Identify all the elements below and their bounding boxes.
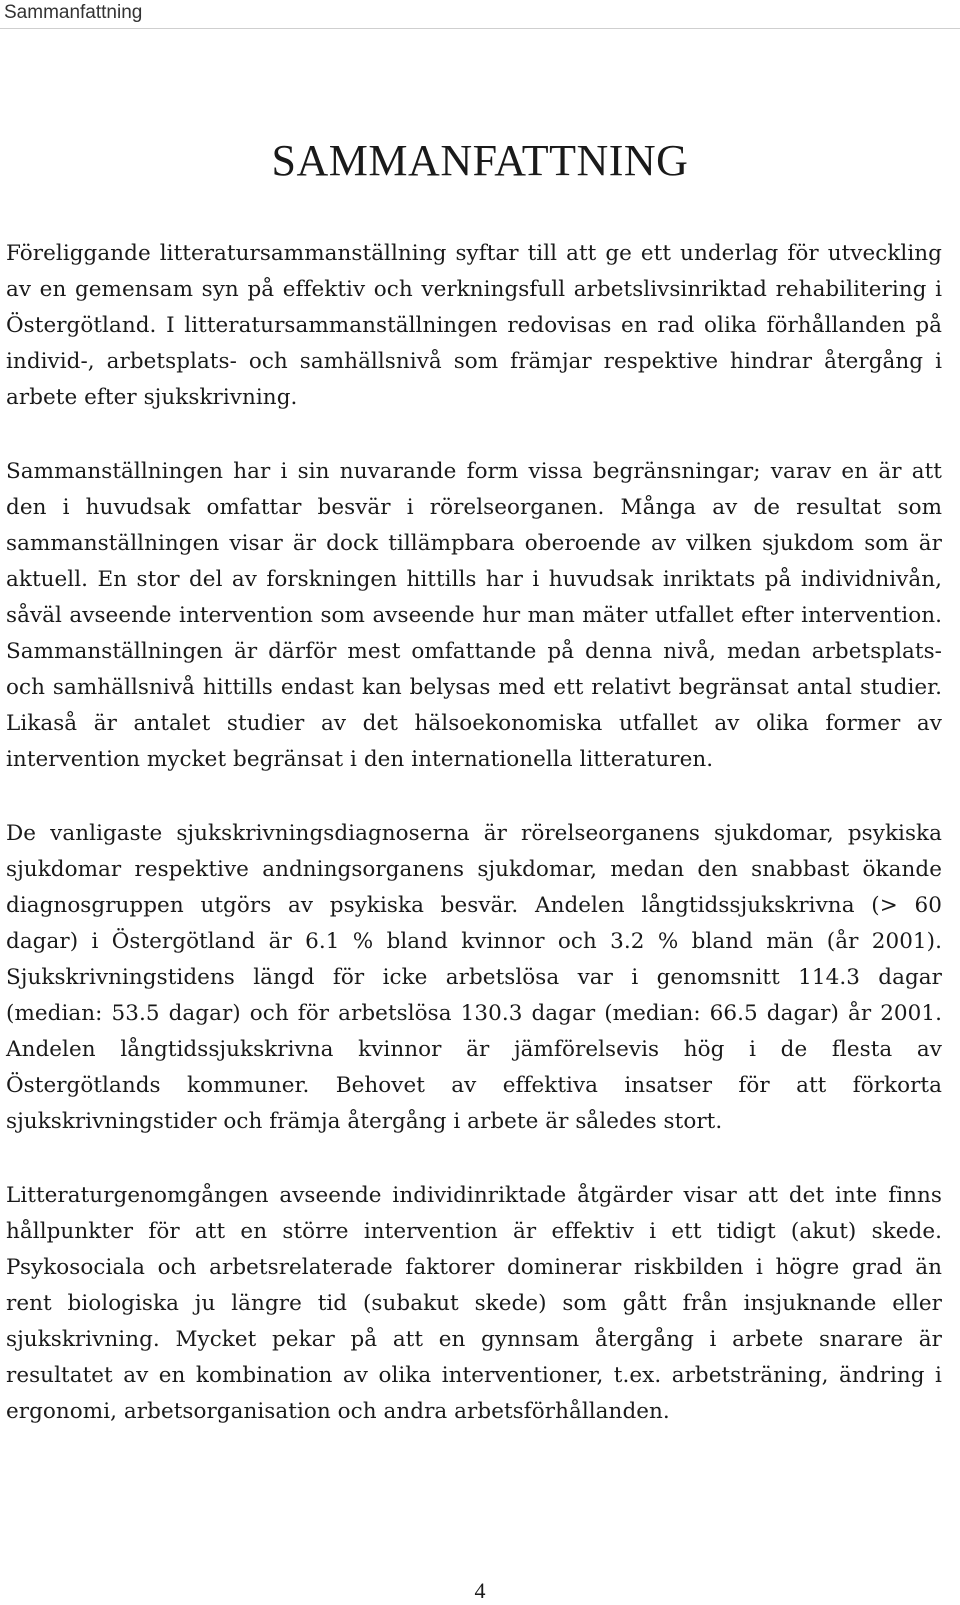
- paragraph-2: Sammanställningen har i sin nuvarande form vissa begränsningar; varav en är att den i huvudsak omfattar besvär i rörelseorganen. Många av de resultat som sammanställningen visar är dock tillämpbara oberoende av vilken sjukdom som är aktuell. En stor del av forskningen hittills har i huvudsak inriktats på individnivån, såväl avseende intervention som avseende hur man mäter utfallet efter intervention. Sammanställningen är därför mest omfattande på denna nivå, medan arbetsplats- och samhällsnivå hittills endast kan belysas med ett relativt begränsat antal studier. Likaså är antalet studier av det hälsoekonomiska utfallet av olika former av intervention mycket begränsat i den internationella litteraturen.: [6, 459, 942, 772]
- paragraph-3: De vanligaste sjukskrivningsdiagnoserna är rörelseorganens sjukdomar, psykiska sjukdomar respektive andningsorganens sjukdomar, medan den snabbast ökande diagnosgruppen utgörs av psykiska besvär. Andelen långtidssjukskrivna (> 60 dagar) i Östergötland är 6.1 % bland kvinnor och 3.2 % bland män (år 2001). Sjukskrivningstidens längd för icke arbetslösa var i genomsnitt 114.3 dagar (median: 53.5 dagar) och för arbetslösa 130.3 dagar (median: 66.5 dagar) år 2001. Andelen långtidssjukskrivna kvinnor är jämförelsevis hög i de flesta av Östergötlands kommuner. Behovet av effektiva insatser för att förkorta sjukskrivningstider och främja återgång i arbete är således stort.: [6, 821, 942, 1134]
- header-title: Sammanfattning: [4, 2, 143, 23]
- page-title: SAMMANFATTNING: [271, 136, 689, 185]
- paragraph-1: Föreliggande litteratursammanställning syftar till att ge ett underlag för utveckling av en gemensam syn på effektiv och verkningsfull arbetslivsinriktad rehabilitering i Östergötland. I litteratursammanställningen redovisas en rad olika förhållanden på individ-, arbetsplats- och samhällsnivå som främjar respektive hindrar återgång i arbete efter sjukskrivning.: [6, 241, 942, 410]
- paragraph-4: Litteraturgenomgången avseende individinriktade åtgärder visar att det inte finns hållpunkter för att en större intervention är effektiv i ett tidigt (akut) skede. Psykosociala och arbetsrelaterade faktorer dominerar riskbilden i högre grad än rent biologiska ju längre tid (subakut skede) som gått från insjuknande eller sjukskrivning. Mycket pekar på att en gynnsam återgång i arbete snarare är resultatet av en kombination av olika interventioner, t.ex. arbetsträning, ändring i ergonomi, arbetsorganisation och andra arbetsförhållanden.: [6, 1183, 942, 1424]
- page-number: 4: [474, 1578, 486, 1603]
- document-body: [6, 236, 942, 1468]
- document-header: [0, 0, 960, 29]
